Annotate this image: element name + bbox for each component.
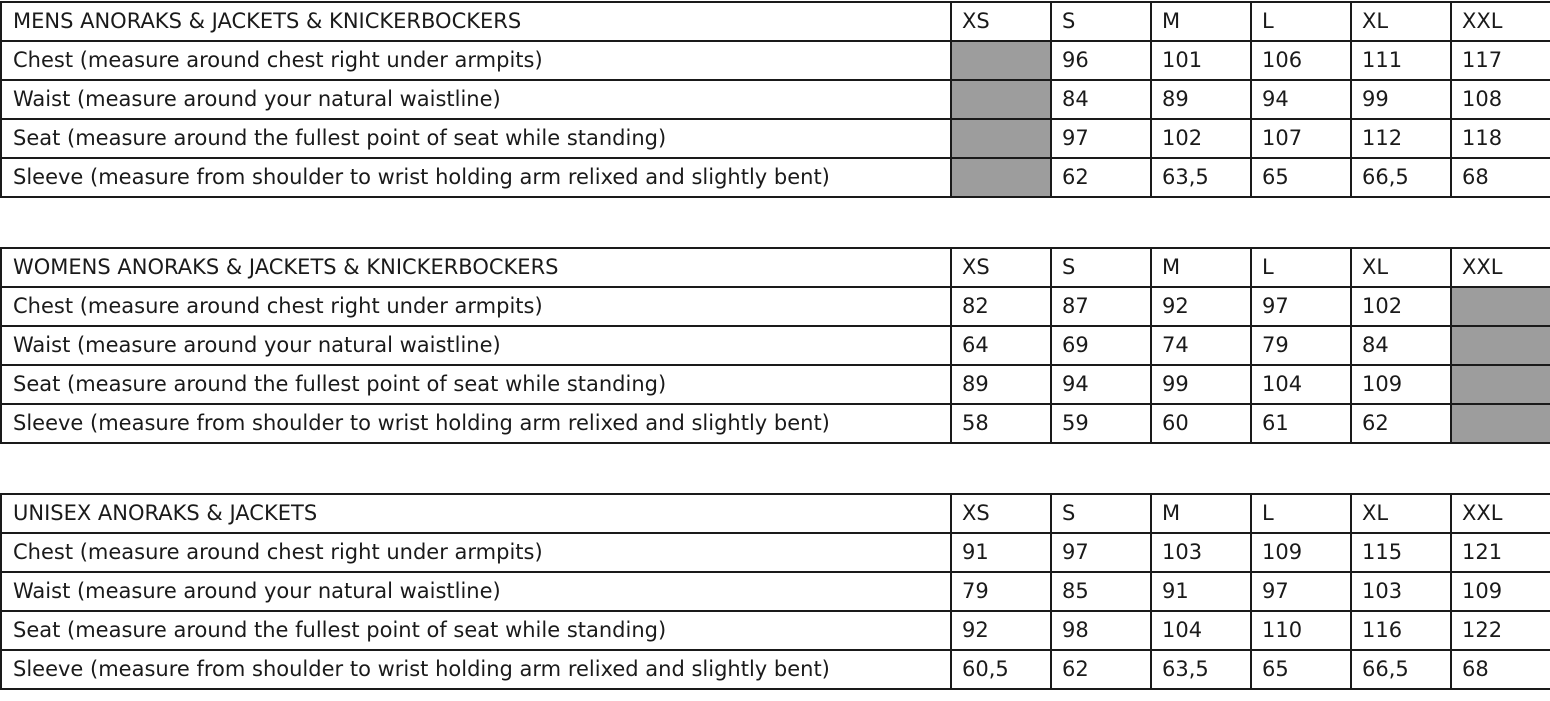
measurement-value: 66,5 [1351,650,1451,689]
measurement-value: 66,5 [1351,158,1451,197]
measurement-value: 97 [1251,287,1351,326]
measurement-value: 85 [1051,572,1151,611]
measurement-value: 104 [1251,365,1351,404]
measurement-value: 102 [1151,119,1251,158]
measurement-label: Waist (measure around your natural waistline) [1,326,951,365]
measurement-label: Sleeve (measure from shoulder to wrist holding arm relixed and slightly bent) [1,650,951,689]
measurement-value: 96 [1051,41,1151,80]
measurement-label: Seat (measure around the fullest point of seat while standing) [1,119,951,158]
measurement-value: 97 [1051,533,1151,572]
table-header-row [1,2,1550,41]
table-title: WOMENS ANORAKS & JACKETS & KNICKERBOCKERS [1,248,951,287]
table-header-row [1,248,1550,287]
unavailable-cell [951,158,1051,197]
measurement-value: 99 [1151,365,1251,404]
measurement-value: 91 [1151,572,1251,611]
size-header: XS [951,2,1051,41]
measurement-label: Seat (measure around the fullest point of seat while standing) [1,365,951,404]
measurement-value: 99 [1351,80,1451,119]
size-header: XXL [1451,248,1550,287]
measurement-label: Chest (measure around chest right under armpits) [1,41,951,80]
measurement-label: Sleeve (measure from shoulder to wrist holding arm relixed and slightly bent) [1,158,951,197]
measurement-value: 115 [1351,533,1451,572]
measurement-value: 62 [1051,158,1151,197]
measurement-value: 110 [1251,611,1351,650]
table-title: UNISEX ANORAKS & JACKETS [1,494,951,533]
size-header: L [1251,248,1351,287]
measurement-value: 62 [1351,404,1451,443]
measurement-value: 91 [951,533,1051,572]
size-header: M [1151,494,1251,533]
measurement-label: Chest (measure around chest right under armpits) [1,287,951,326]
measurement-value: 108 [1451,80,1550,119]
unavailable-cell [951,41,1051,80]
measurement-value: 103 [1351,572,1451,611]
table-row [1,80,1550,119]
measurement-label: Chest (measure around chest right under armpits) [1,533,951,572]
measurement-value: 98 [1051,611,1151,650]
measurement-value: 84 [1051,80,1151,119]
measurement-value: 82 [951,287,1051,326]
measurement-label: Sleeve (measure from shoulder to wrist holding arm relixed and slightly bent) [1,404,951,443]
measurement-value: 106 [1251,41,1351,80]
table-row [1,158,1550,197]
size-header: M [1151,2,1251,41]
measurement-value: 79 [951,572,1051,611]
unavailable-cell [951,119,1051,158]
table-row [1,533,1550,572]
size-header: XXL [1451,2,1550,41]
unisex-size-table [0,493,1550,690]
measurement-label: Waist (measure around your natural waistline) [1,80,951,119]
measurement-value: 65 [1251,158,1351,197]
measurement-value: 116 [1351,611,1451,650]
measurement-value: 89 [951,365,1051,404]
table-row [1,41,1550,80]
size-header: XL [1351,248,1451,287]
measurement-value: 89 [1151,80,1251,119]
table-row [1,611,1550,650]
measurement-value: 74 [1151,326,1251,365]
measurement-value: 79 [1251,326,1351,365]
size-header: S [1051,494,1151,533]
measurement-value: 63,5 [1151,158,1251,197]
measurement-value: 68 [1451,650,1550,689]
measurement-value: 104 [1151,611,1251,650]
measurement-value: 63,5 [1151,650,1251,689]
measurement-value: 62 [1051,650,1151,689]
measurement-value: 94 [1051,365,1151,404]
size-header: S [1051,248,1151,287]
table-title: MENS ANORAKS & JACKETS & KNICKERBOCKERS [1,2,951,41]
measurement-value: 109 [1451,572,1550,611]
measurement-value: 103 [1151,533,1251,572]
measurement-value: 60 [1151,404,1251,443]
size-header: XL [1351,2,1451,41]
measurement-value: 84 [1351,326,1451,365]
measurement-value: 65 [1251,650,1351,689]
size-header: XL [1351,494,1451,533]
size-header: L [1251,2,1351,41]
size-header: M [1151,248,1251,287]
measurement-value: 69 [1051,326,1151,365]
measurement-value: 58 [951,404,1051,443]
unavailable-cell [1451,365,1550,404]
womens-size-table [0,247,1550,444]
measurement-value: 121 [1451,533,1550,572]
table-row [1,365,1550,404]
measurement-value: 92 [1151,287,1251,326]
table-row [1,326,1550,365]
measurement-value: 109 [1251,533,1351,572]
size-header: XS [951,494,1051,533]
mens-size-table [0,1,1550,198]
measurement-value: 92 [951,611,1051,650]
measurement-label: Seat (measure around the fullest point of seat while standing) [1,611,951,650]
size-header: XXL [1451,494,1550,533]
table-header-row [1,494,1550,533]
measurement-value: 60,5 [951,650,1051,689]
measurement-value: 112 [1351,119,1451,158]
size-header: L [1251,494,1351,533]
measurement-value: 97 [1051,119,1151,158]
table-row [1,119,1550,158]
measurement-value: 107 [1251,119,1351,158]
unavailable-cell [1451,404,1550,443]
measurement-value: 122 [1451,611,1550,650]
unavailable-cell [1451,287,1550,326]
measurement-value: 111 [1351,41,1451,80]
measurement-value: 61 [1251,404,1351,443]
unavailable-cell [1451,326,1550,365]
table-row [1,650,1550,689]
measurement-value: 94 [1251,80,1351,119]
measurement-label: Waist (measure around your natural waistline) [1,572,951,611]
measurement-value: 101 [1151,41,1251,80]
measurement-value: 117 [1451,41,1550,80]
measurement-value: 109 [1351,365,1451,404]
measurement-value: 68 [1451,158,1550,197]
measurement-value: 102 [1351,287,1451,326]
measurement-value: 59 [1051,404,1151,443]
table-row [1,287,1550,326]
measurement-value: 87 [1051,287,1151,326]
table-row [1,404,1550,443]
measurement-value: 97 [1251,572,1351,611]
measurement-value: 64 [951,326,1051,365]
table-row [1,572,1550,611]
measurement-value: 118 [1451,119,1550,158]
unavailable-cell [951,80,1051,119]
size-header: XS [951,248,1051,287]
size-header: S [1051,2,1151,41]
